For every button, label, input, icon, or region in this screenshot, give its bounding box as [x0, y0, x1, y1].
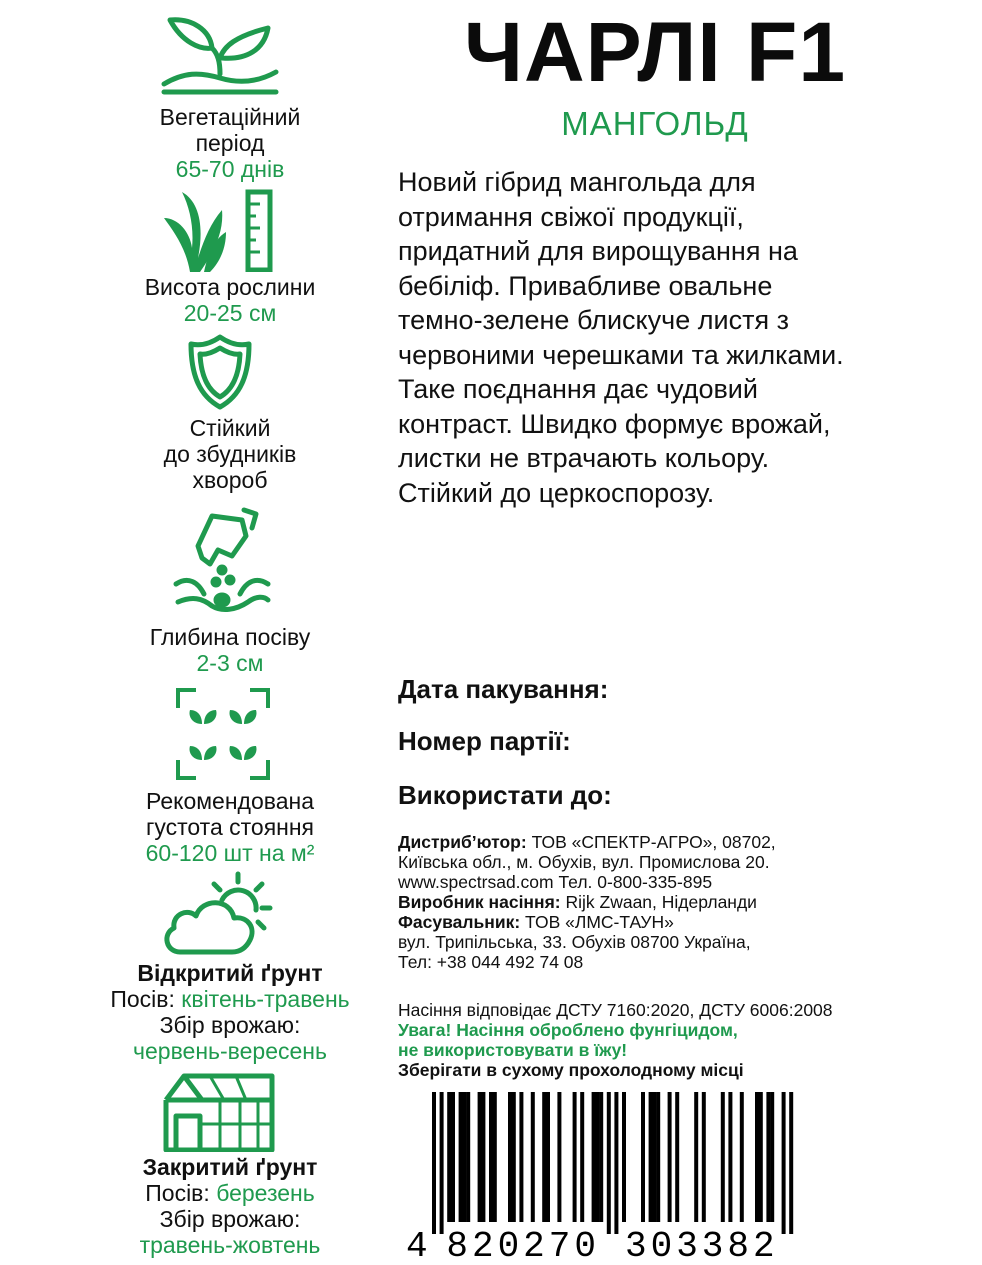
barcode-digit-first: 4: [406, 1226, 432, 1258]
vegetation-label-1: Вегетаційний: [159, 104, 301, 130]
feature-density: [60, 788, 400, 866]
distributor-contacts: www.spectrsad.com Тел. 0-800-335-895: [398, 872, 713, 892]
fungicide-warning-2: не використовувати в їжу!: [398, 1040, 628, 1060]
closed-ground-sow-value: березень: [216, 1180, 315, 1206]
distributor-address: Київська обл., м. Обухів, вул. Промислова 20.: [398, 852, 770, 872]
feature-resistance: [60, 415, 400, 493]
barcode-bar: [462, 1092, 466, 1222]
producer-value: Rijk Zwaan, Нідерланди: [560, 892, 757, 912]
barcode-bar: [789, 1092, 793, 1234]
open-ground-sow-value: квітень-травень: [181, 986, 350, 1012]
barcode-group-1: 820270: [446, 1226, 601, 1258]
fungicide-warning-1: Увага! Насіння оброблено фунгіцидом,: [398, 1020, 738, 1040]
feature-depth: [60, 624, 400, 676]
closed-ground-harvest-label: Збір врожаю:: [159, 1206, 301, 1232]
shield-icon: [188, 334, 252, 410]
barcode-bar: [652, 1092, 656, 1222]
planting-grid-icon: [176, 688, 270, 780]
barcode-bar: [557, 1092, 561, 1222]
barcode-bar: [668, 1092, 672, 1222]
barcode-bar: [580, 1092, 584, 1222]
density-value: 60-120 шт на м²: [145, 840, 315, 866]
notices: [398, 1000, 958, 1080]
barcode-bar: [493, 1092, 497, 1222]
barcode: [404, 1092, 796, 1258]
sowing-hand-icon: [172, 506, 272, 614]
barcode-bar: [519, 1092, 523, 1222]
producer-line: [398, 892, 958, 912]
barcode-bar: [622, 1092, 626, 1222]
company-info: [398, 832, 958, 972]
barcode-bar: [614, 1092, 618, 1234]
barcode-bar: [508, 1092, 512, 1222]
sprout-icon: [160, 12, 280, 96]
barcode-bar: [447, 1092, 451, 1222]
barcode-bar: [759, 1092, 763, 1222]
barcode-bar: [546, 1092, 550, 1222]
resistance-line-3: хвороб: [192, 467, 268, 493]
description-line: Стійкий до церкоспорозу.: [398, 477, 715, 508]
resistance-line-2: до збудників: [163, 441, 297, 467]
open-ground-sow: [60, 986, 400, 1012]
barcode-bar: [656, 1092, 660, 1222]
barcode-bar: [489, 1092, 493, 1222]
barcode-bar: [481, 1092, 485, 1222]
barcode-bars: [404, 1092, 796, 1258]
batch-number-field: Номер партії:: [398, 726, 571, 756]
open-ground-harvest-value: червень-вересень: [133, 1038, 327, 1064]
feature-vegetation: [60, 104, 400, 182]
closed-ground-harvest-value: травень-жовтень: [139, 1232, 321, 1258]
barcode-bar: [766, 1092, 770, 1222]
distributor-value: ТОВ «СПЕКТР-АГРО», 08702,: [526, 832, 776, 852]
barcode-bar: [440, 1092, 444, 1234]
barcode-bar: [641, 1092, 645, 1222]
product-type: МАНГОЛЬД: [561, 105, 749, 142]
height-value: 20-25 см: [183, 300, 277, 326]
feature-closed-ground: [60, 1154, 400, 1258]
product-name: ЧАРЛІ F1: [463, 5, 847, 99]
packer-value: ТОВ «ЛМС-ТАУН»: [520, 912, 674, 932]
barcode-group-2: 303382: [624, 1226, 779, 1258]
barcode-bar: [432, 1092, 436, 1234]
product-description: [398, 165, 958, 510]
barcode-bar: [782, 1092, 786, 1234]
description-line: контраст. Швидко формує врожай,: [398, 408, 831, 439]
open-ground-harvest-label: Збір врожаю:: [159, 1012, 301, 1038]
barcode-bar: [740, 1092, 744, 1222]
barcode-bar: [542, 1092, 546, 1222]
barcode-bar: [755, 1092, 759, 1222]
packer-phone: Тел: +38 044 492 74 08: [398, 952, 584, 972]
depth-value: 2-3 см: [196, 650, 264, 676]
feature-open-ground: [60, 960, 400, 1064]
barcode-bar: [531, 1092, 535, 1222]
standard-notice: Насіння відповідає ДСТУ 7160:2020, ДСТУ 6006:2008: [398, 1000, 833, 1020]
barcode-bar: [728, 1092, 732, 1222]
closed-ground-sow: [60, 1180, 400, 1206]
description-line: бебіліф. Привабливе овальне: [398, 270, 773, 301]
barcode-bar: [721, 1092, 725, 1222]
plant-ruler-icon: [160, 188, 276, 272]
barcode-bar: [599, 1092, 603, 1222]
description-line: темно-зелене блискуче листя з: [398, 305, 789, 335]
distributor-line: [398, 832, 958, 852]
barcode-bar: [702, 1092, 706, 1222]
description-line: придатний для вирощування на: [398, 236, 798, 266]
vegetation-label-2: період: [195, 130, 265, 156]
barcode-bar: [592, 1092, 596, 1222]
open-ground-title: Відкритий ґрунт: [137, 960, 323, 986]
open-ground-sow-label: Посів:: [110, 986, 175, 1012]
closed-ground-title: Закритий ґрунт: [142, 1154, 318, 1180]
description-line: отримання свіжої продукції,: [398, 201, 744, 232]
feature-height: [60, 274, 400, 326]
vegetation-value: 65-70 днів: [175, 156, 285, 182]
barcode-bar: [675, 1092, 679, 1222]
barcode-bar: [694, 1092, 698, 1222]
barcode-bar: [466, 1092, 470, 1222]
barcode-bar: [451, 1092, 455, 1222]
use-by-field: Використати до:: [398, 780, 612, 810]
description-line: червоними черешками та жилками.: [398, 339, 844, 370]
packer-line: [398, 912, 958, 932]
description-line: Новий гібрид мангольда для: [398, 167, 756, 197]
packer-label: Фасувальник:: [398, 912, 521, 932]
sun-cloud-icon: [160, 870, 276, 956]
barcode-bar: [649, 1092, 653, 1222]
barcode-bar: [478, 1092, 482, 1222]
greenhouse-icon: [162, 1072, 276, 1152]
storage-notice: Зберігати в сухому прохолодному місці: [398, 1060, 744, 1080]
barcode-bar: [770, 1092, 774, 1222]
barcode-bar: [607, 1092, 611, 1234]
description-line: листки не втрачають кольору.: [398, 443, 770, 473]
depth-label: Глибина посіву: [149, 624, 311, 650]
barcode-bar: [595, 1092, 599, 1222]
density-line-2: густота стояння: [145, 814, 315, 840]
resistance-line-1: Стійкий: [189, 415, 271, 441]
packer-address: вул. Трипільська, 33. Обухів 08700 Україна,: [398, 932, 751, 952]
description-line: Таке поєднання дає чудовий: [398, 374, 758, 404]
barcode-bar: [512, 1092, 516, 1222]
closed-ground-sow-label: Посів:: [145, 1180, 210, 1206]
barcode-bar: [573, 1092, 577, 1222]
height-label: Висота рослини: [144, 274, 316, 300]
distributor-label: Дистриб’ютор:: [398, 832, 527, 852]
density-line-1: Рекомендована: [146, 788, 314, 814]
pack-date-field: Дата пакування:: [398, 674, 609, 704]
barcode-bar: [459, 1092, 463, 1222]
producer-label: Виробник насіння:: [398, 892, 561, 912]
